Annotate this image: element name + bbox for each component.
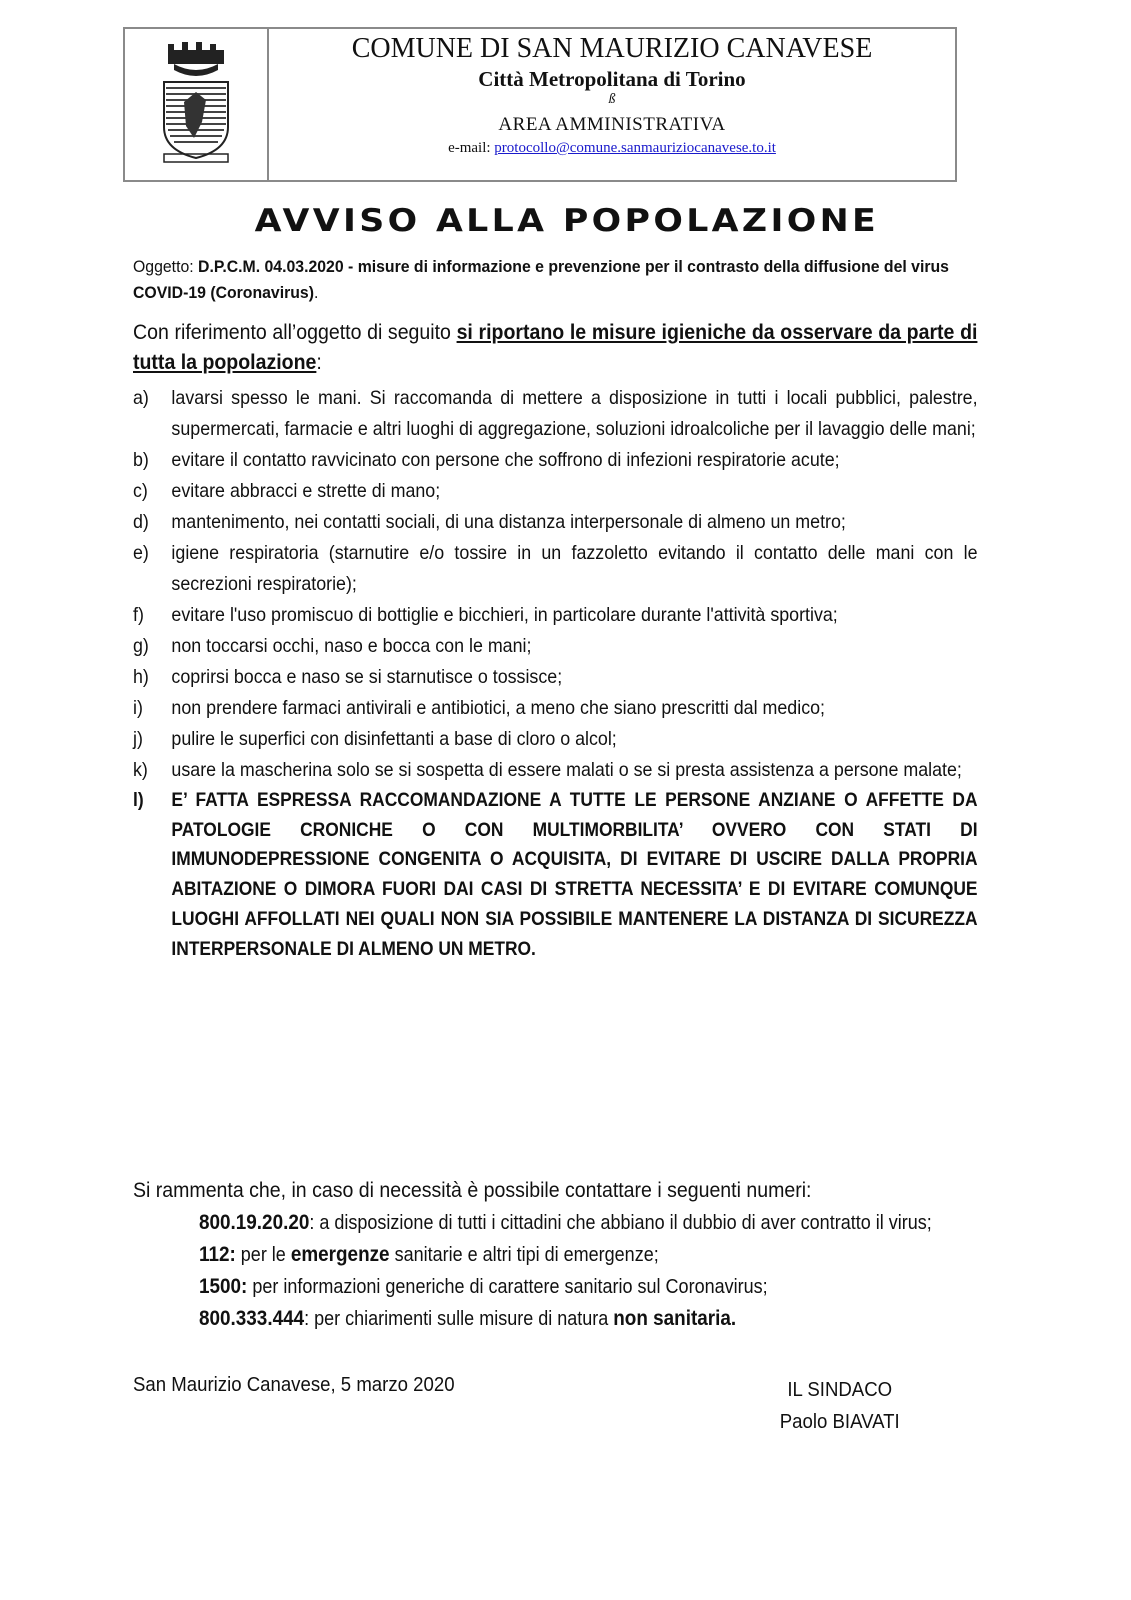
contact-emphasis: non sanitaria. bbox=[613, 1307, 737, 1330]
separator: : bbox=[304, 1308, 315, 1330]
list-item bbox=[133, 631, 978, 662]
list-item-text: pulire le superfici con disinfettanti a base di cloro o alcol; bbox=[171, 728, 617, 750]
notice-title: AVVISO ALLA POPOLAZIONE bbox=[254, 203, 880, 239]
contact-description: per le bbox=[240, 1244, 291, 1266]
subject-text: D.P.C.M. 04.03.2020 - misure di informazione e prevenzione per il contrasto della diffusione del virus COVID-19 (Coronavirus) bbox=[133, 257, 949, 302]
list-item-label: e) bbox=[133, 542, 149, 564]
list-item-label: j) bbox=[133, 728, 143, 750]
list-item-text: evitare il contatto ravvicinato con persone che soffrono di infezioni respiratorie acute; bbox=[171, 449, 840, 471]
list-item-label: l) bbox=[133, 790, 144, 811]
list-item bbox=[133, 693, 978, 724]
contact-item bbox=[199, 1271, 978, 1303]
phone-number: 1500: bbox=[199, 1275, 248, 1298]
email-line bbox=[269, 138, 955, 158]
list-item-text: coprirsi bocca e naso se si starnutisce o tossisce; bbox=[171, 666, 563, 688]
signatory-role: IL SINDACO bbox=[787, 1379, 893, 1401]
coat-of-arms-icon bbox=[156, 42, 236, 167]
phone-number: 800.19.20.20 bbox=[199, 1211, 310, 1234]
intro-end: : bbox=[316, 351, 322, 374]
list-item-emphasis bbox=[133, 786, 978, 964]
contact-emphasis: emergenze bbox=[290, 1243, 390, 1266]
email-label: e-mail: bbox=[448, 140, 495, 156]
intro-paragraph bbox=[133, 318, 977, 378]
list-item-label: d) bbox=[133, 511, 149, 533]
list-item bbox=[133, 724, 978, 755]
signatory-name: Paolo BIAVATI bbox=[779, 1411, 900, 1433]
contact-item bbox=[199, 1207, 978, 1239]
list-item bbox=[133, 383, 978, 445]
list-item bbox=[133, 662, 978, 693]
contact-description: per informazioni generiche di carattere sanitario sul Coronavirus; bbox=[252, 1276, 768, 1298]
contact-description: per chiarimenti sulle misure di natura bbox=[314, 1308, 614, 1330]
list-item-text: lavarsi spesso le mani. Si raccomanda di mettere a disposizione in tutti i locali pubblici, palestre, supermercati, farmacie e altri luoghi di aggregazione, soluzioni idroalcoliche per il lavaggio delle mani; bbox=[171, 387, 978, 440]
list-item-text: non prendere farmaci antivirali e antibiotici, a meno che siano prescritti dal medico; bbox=[171, 697, 825, 719]
department-name: AREA AMMINISTRATIVA bbox=[498, 114, 726, 135]
phone-number: 112: bbox=[199, 1243, 236, 1266]
separator: : bbox=[309, 1212, 320, 1234]
list-item bbox=[133, 600, 978, 631]
list-item-label: a) bbox=[133, 387, 149, 409]
list-item bbox=[133, 538, 978, 600]
list-item-label: h) bbox=[133, 666, 149, 688]
list-item-text: non toccarsi occhi, naso e bocca con le mani; bbox=[171, 635, 532, 657]
list-item-label: g) bbox=[133, 635, 149, 657]
municipality-name: COMUNE DI SAN MAURIZIO CANAVESE bbox=[351, 33, 873, 64]
subject-paragraph bbox=[133, 254, 979, 306]
list-item bbox=[133, 445, 978, 476]
list-item-text: evitare abbracci e strette di mano; bbox=[171, 480, 441, 502]
list-item-label: k) bbox=[133, 759, 148, 781]
list-item-text: evitare l'uso promiscuo di bottiglie e bicchieri, in particolare durante l'attività sportiva; bbox=[171, 604, 838, 626]
list-item-text: mantenimento, nei contatti sociali, di una distanza interpersonale di almeno un metro; bbox=[171, 511, 846, 533]
signature-block bbox=[770, 1374, 910, 1438]
email-link[interactable]: protocollo@comune.sanmauriziocanavese.to.it bbox=[494, 140, 776, 156]
list-item bbox=[133, 507, 978, 538]
measures-list bbox=[133, 383, 978, 964]
place-date: San Maurizio Canavese, 5 marzo 2020 bbox=[133, 1374, 455, 1396]
list-item-text: usare la mascherina solo se si sospetta di essere malati o se si presta assistenza a persone malate; bbox=[171, 759, 962, 781]
letterhead-text bbox=[269, 29, 955, 180]
list-item bbox=[133, 476, 978, 507]
intro-text: Con riferimento all’oggetto di seguito bbox=[133, 321, 457, 344]
contacts-list bbox=[199, 1207, 932, 1335]
contact-item bbox=[199, 1303, 978, 1335]
intro-emphasis: si riportano le misure igieniche da osservare da parte di tutta la popolazione bbox=[133, 321, 978, 374]
ornament-glyph-icon: ß bbox=[608, 92, 616, 107]
phone-number: 800.333.444 bbox=[199, 1307, 305, 1330]
subject-end: . bbox=[313, 283, 319, 302]
list-item-text: E’ FATTA ESPRESSA RACCOMANDAZIONE A TUTTE LE PERSONE ANZIANE O AFFETTE DA PATOLOGIE CRONICHE O CON MULTIMORBILITA’ OVVERO CON STATI DI IMMUNODEPRESSIONE CONGENITA O ACQUISITA, DI EVITARE DI USCIRE DALLA PROPRIA ABITAZIONE O DIMORA FUORI DAI CASI DI STRETTA NECESSITA’ E DI EVITARE COMUNQUE LUOGHI AFFOLLATI NEI QUALI NON SIA POSSIBILE MANTENERE LA DISTANZA DI SICUREZZA INTERPERSONALE DI ALMENO UN METRO. bbox=[171, 790, 978, 960]
contact-description: sanitarie e altri tipi di emergenze; bbox=[389, 1244, 659, 1266]
list-item-label: c) bbox=[133, 480, 148, 502]
logo-cell bbox=[125, 29, 269, 180]
list-item-label: b) bbox=[133, 449, 149, 471]
metropolitan-city: Città Metropolitana di Torino bbox=[478, 67, 746, 91]
contact-item bbox=[199, 1239, 978, 1271]
contact-description: a disposizione di tutti i cittadini che abbiano il dubbio di aver contratto il virus; bbox=[319, 1212, 932, 1234]
list-item-text: igiene respiratoria (starnutire e/o tossire in un fazzoletto evitando il contatto delle mani con le secrezioni respiratorie); bbox=[171, 542, 978, 595]
list-item bbox=[133, 755, 978, 786]
letterhead bbox=[123, 27, 957, 182]
list-item-label: f) bbox=[133, 604, 144, 626]
contacts-intro: Si rammenta che, in caso di necessità è possibile contattare i seguenti numeri: bbox=[133, 1179, 812, 1202]
list-item-label: i) bbox=[133, 697, 143, 719]
subject-label: Oggetto: bbox=[133, 257, 199, 276]
